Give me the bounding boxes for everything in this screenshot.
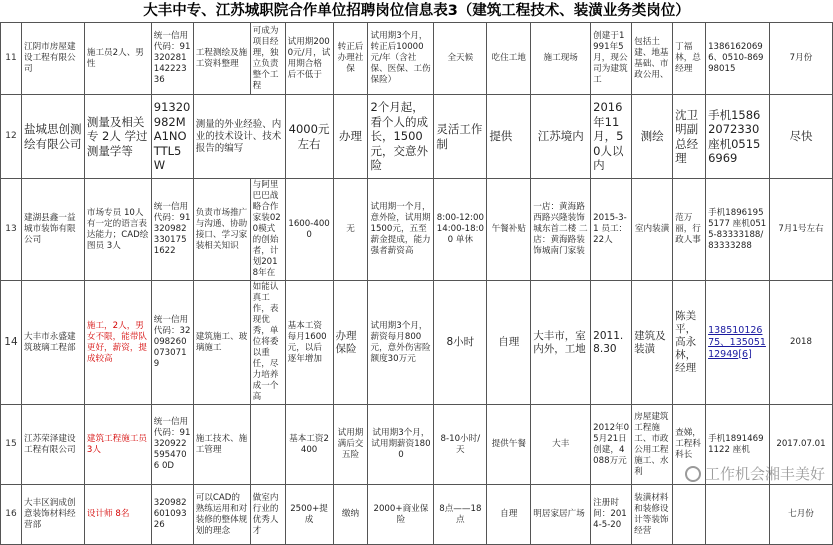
row-number: 16	[1, 485, 22, 545]
requirement: 工程测绘及施工资料整理	[193, 23, 250, 95]
credit-code: 91320982MA1NOTTL5W	[151, 95, 193, 179]
development: 可成为项目经理，独立负责整个工程	[250, 23, 285, 95]
watermark	[685, 463, 825, 484]
benefit: 转正后办理社保	[333, 23, 368, 95]
positions: 设计师 8名	[84, 485, 151, 545]
probation-detail: 试用期3个月，试用期薪资1800	[368, 405, 434, 485]
meals: 吃住工地	[487, 23, 531, 95]
credit-code: 统一信用代码：913209823301751622	[151, 179, 193, 281]
company-intro: 2012年05月21日创建，4088万元	[591, 405, 632, 485]
deadline: 2017.07.01	[769, 405, 832, 485]
business-scope: 包括土建、地基基础、市政公用、	[632, 23, 673, 95]
work-hours: 全天候	[434, 23, 487, 95]
requirement: 测量的外业经验、内业的技术设计、技术报告的编写	[193, 95, 285, 179]
contact-phone: 13861620696、0510-86998015	[706, 23, 770, 95]
deadline: 2018	[769, 281, 832, 405]
contact-person	[673, 485, 706, 545]
contact-phone: 手机18961955177 座机0515-83333188/83333288	[706, 179, 770, 281]
row-number: 14	[1, 281, 22, 405]
meals: 午餐补贴	[487, 179, 531, 281]
phone-link[interactable]: 13851012675、13505112949	[708, 324, 766, 360]
work-location: 大丰	[531, 405, 591, 485]
credit-code: 统一信用代码：91320281142223 36	[151, 23, 193, 95]
business-scope: 装潢材料和装修设计等装饰经营	[632, 485, 673, 545]
deadline: 7月1号左右	[769, 179, 832, 281]
row-number: 11	[1, 23, 22, 95]
work-hours: 8小时	[434, 281, 487, 405]
company-name: 大丰市永盛建筑玻璃工程部	[21, 281, 84, 405]
salary: 1600-4000	[285, 179, 333, 281]
probation-detail: 试用期一个月，意外险，试用期1500元，五至薪金提成，能力强者薪资高	[368, 179, 434, 281]
contact-person: 陈美平，高永林，经理	[673, 281, 706, 405]
business-scope: 房屋建筑工程施工、市政公用工程施工、水利	[632, 405, 673, 485]
watermark-text: 工作机会湘丰美好	[704, 465, 825, 483]
work-location: 大丰市，室内外，工地	[531, 281, 591, 405]
company-name: 大丰区润成创意装饰材料经营部	[21, 485, 84, 545]
probation-detail: 2000+商业保险	[368, 485, 434, 545]
benefit: 无	[333, 179, 368, 281]
positions: 市场专员 10人 有一定的语言表达能力；CAD绘图员 3人	[84, 179, 151, 281]
development: 做室内行业的优秀人才	[250, 485, 285, 545]
salary: 2500+提成	[285, 485, 333, 545]
deadline: 七月份	[769, 485, 832, 545]
work-hours: 8点——18点	[434, 485, 487, 545]
business-scope: 室内装潢	[632, 179, 673, 281]
company-intro: 注册时间：2014-5-20	[591, 485, 632, 545]
contact-phone: 手机18914691122 座机	[706, 405, 770, 485]
positions: 施工，2人，男女不限，能带队更好，薪资，提成较高	[84, 281, 151, 405]
work-hours: 灵活工作制	[434, 95, 487, 179]
row-number: 12	[1, 95, 22, 179]
row-number: 15	[1, 405, 22, 485]
meals: 提供午餐	[487, 405, 531, 485]
benefit: 缴纳	[333, 485, 368, 545]
deadline: 尽快	[769, 95, 832, 179]
wechat-icon	[685, 466, 701, 482]
work-location: 施工现场	[531, 23, 591, 95]
row-number: 13	[1, 179, 22, 281]
salary: 基本工资2400	[285, 405, 333, 485]
company-name: 建湖县鑫一益城市装饰有限公司	[21, 179, 84, 281]
development	[250, 405, 285, 485]
requirement: 施工技术、施工管理	[193, 405, 250, 485]
page-title: 大丰中专、江苏城职院合作单位招聘岗位信息表3（建筑工程技术、装潢业务类岗位）	[143, 3, 690, 19]
work-hours: 8-10小时/天	[434, 405, 487, 485]
requirement: 建筑施工、玻璃施工	[193, 281, 250, 405]
company-name: 江阴市房屋建设工程有限公司	[21, 23, 84, 95]
contact-phone: 手机15862072330 座机05156969	[706, 95, 770, 179]
table-row	[1, 23, 833, 95]
salary: 试用期2000元/月，试用期合格后不低于	[285, 23, 333, 95]
meals: 自理	[487, 485, 531, 545]
table-row	[1, 179, 833, 281]
contact-phone	[706, 485, 770, 545]
requirement: 负责市场推广与沟通、协助接口、学习家装相关知识	[193, 179, 250, 281]
work-location: 一店：黄海路西路兴隆装饰城东首二楼 二店：黄海路装饰城南门家装	[531, 179, 591, 281]
requirement: 可以CAD的熟练运用和对装修的整体规划的理念	[193, 485, 250, 545]
salary: 基本工资每月1600元，以后逐年增加	[285, 281, 333, 405]
company-name: 江苏荣泽建设工程有限公司	[21, 405, 84, 485]
table-row	[1, 485, 833, 545]
credit-code: 统一信用代码：320982600730719	[151, 281, 193, 405]
positions: 施工员2人、男性	[84, 23, 151, 95]
positions: 测量及相关专 2人 学过测量学等	[84, 95, 151, 179]
benefit: 办理	[333, 95, 368, 179]
phone-reference[interactable]: [6]	[738, 348, 752, 360]
probation-detail: 试用期3个月，薪资每月800元，意外伤害险额度30万元	[368, 281, 434, 405]
probation-detail: 2个月起，看个人的成长，1500元，交意外险	[368, 95, 434, 179]
meals: 提供	[487, 95, 531, 179]
company-name: 盐城思创测绘有限公司	[21, 95, 84, 179]
benefit: 试用期满后交五险	[333, 405, 368, 485]
company-intro: 创建于1991年5月，现公司为建筑工	[591, 23, 632, 95]
company-intro: 2011.8.30	[591, 281, 632, 405]
benefit: 办理保险	[333, 281, 368, 405]
contact-phone	[706, 281, 770, 405]
credit-code: 统一信用代码：913209225954706 0D	[151, 405, 193, 485]
development: 与阿里巴巴战略合作家装020模式的创始者，计划2018年在	[250, 179, 285, 281]
table-row	[1, 95, 833, 179]
deadline: 7月份	[769, 23, 832, 95]
contact-person: 沈卫明副总经理	[673, 95, 706, 179]
company-intro: 2015-3-1 员工：22人	[591, 179, 632, 281]
credit-code: 32098260109326	[151, 485, 193, 545]
salary: 4000元左右	[285, 95, 333, 179]
contact-person: 丁福林，总经理	[673, 23, 706, 95]
contact-person: 范万丽，行政人事	[673, 179, 706, 281]
probation-detail: 试用期3个月，转正后10000元/年（含社保、医保、工伤保险）	[368, 23, 434, 95]
development: 如能认真工作，表现优秀，单位将委以重任，尽力培养成一个高	[250, 281, 285, 405]
table-row	[1, 281, 833, 405]
contact-person: 查娣，工程科科长	[673, 405, 706, 485]
work-location: 明居家居广场	[531, 485, 591, 545]
positions: 建筑工程施工员 3人	[84, 405, 151, 485]
company-intro: 2016年11月，50人以内	[591, 95, 632, 179]
work-location: 江苏境内	[531, 95, 591, 179]
business-scope: 测绘	[632, 95, 673, 179]
work-hours: 8:00-12:00 14:00-18:00 单休	[434, 179, 487, 281]
business-scope: 建筑及装潢	[632, 281, 673, 405]
meals: 自理	[487, 281, 531, 405]
